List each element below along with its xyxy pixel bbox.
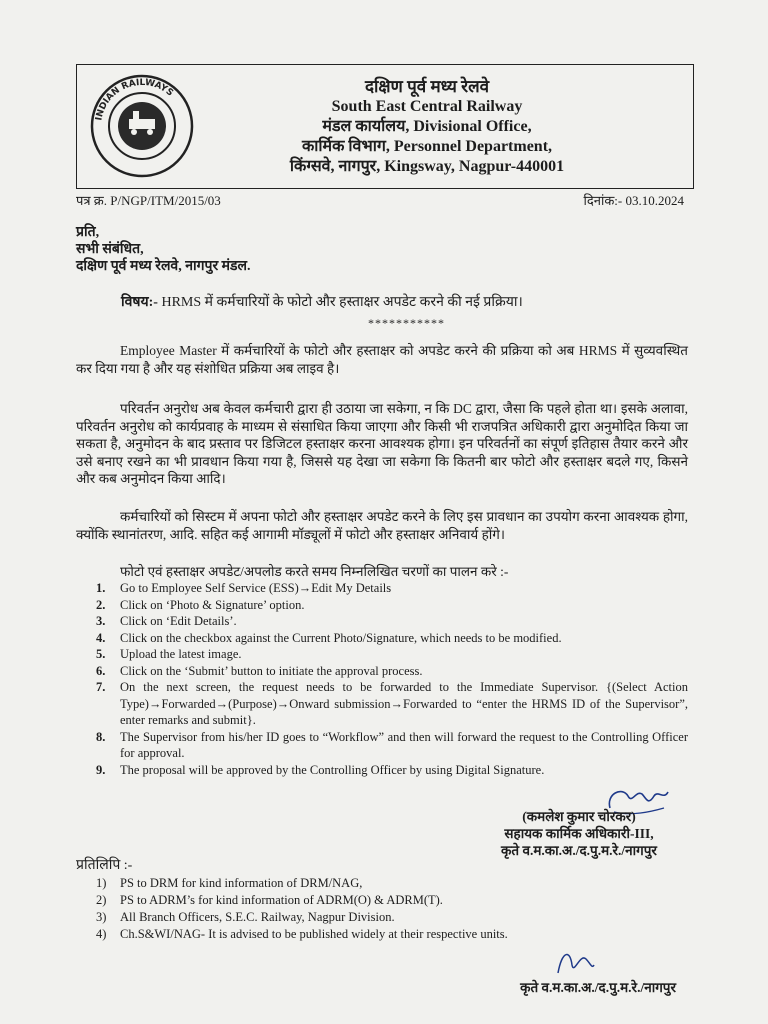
list-item [96, 762, 688, 779]
separator-stars: *********** [368, 316, 445, 330]
step-number: 8. [96, 729, 106, 744]
list-item [96, 613, 688, 630]
paragraph-2: परिवर्तन अनुरोध अब केवल कर्मचारी द्वारा ही उठाया जा सकेगा, न कि DC द्वारा, जैसा कि पहले होता था। इसके अलावा, परिवर्तन अनुरोध को कार्यप्रवाह के माध्यम से संसाधित किया जाएगा और किसी भी राजपत्रित अधिकारी द्वारा अनुमोदित किया जा सकता है, अनुमोदन के बाद प्रस्ताव पर डिजिटल हस्ताक्षर करना आवश्यक होगा। इन परिवर्तनों का संपूर्ण इतिहास तैयार करने और उसे बनाए रखने का भी प्रावधान किया गया है, जिससे यह देखा जा सकेगा कि कितनी बार फोटो और हस्ताक्षर बदले गए, किसने और कब अनुमोदन किया आदि। [76, 401, 688, 486]
copy-text: Ch.S&WI/NAG- It is advised to be published widely at their respective units. [120, 927, 508, 941]
step-text: Click on ‘Photo & Signature’ option. [120, 597, 305, 612]
department-line: कार्मिक विभाग, Personnel Department, [301, 138, 553, 155]
step-text: Upload the latest image. [120, 647, 242, 661]
letter-date: दिनांक:- 03.10.2024 [583, 193, 684, 208]
copy-number: 4) [96, 927, 107, 941]
reference-number: पत्र क्र. P/NGP/ITM/2015/03 [76, 193, 221, 208]
step-number: 5. [96, 647, 106, 661]
copy-number: 2) [96, 893, 107, 907]
copy-to-list [96, 875, 656, 943]
step-number: 3. [96, 614, 106, 628]
copy-number: 3) [96, 910, 107, 924]
list-item [96, 679, 688, 729]
step-text: The Supervisor from his/her ID goes to “Workflow” and then will forward the request to the Controlling Officer for approval. [120, 729, 688, 760]
subject-text: HRMS में कर्मचारियों के फोटो और हस्ताक्षर अपडेट करने की नई प्रक्रिया। [161, 295, 523, 310]
org-name-hindi: दक्षिण पूर्व मध्य रेलवे [364, 77, 490, 96]
list-item [96, 580, 688, 597]
addressee-line-2: सभी संबंधित, [76, 242, 144, 257]
step-number: 7. [96, 680, 106, 694]
addressee [76, 224, 251, 275]
step-text: Go to Employee Self Service (ESS)→Edit My Details [120, 581, 392, 595]
signatory-for: कृते व.म.का.अ./द.पु.म.रे./नागपुर [501, 843, 657, 858]
indian-railways-logo [87, 71, 197, 181]
list-item [96, 909, 656, 926]
letterhead-text [237, 77, 617, 177]
copy-to-title: प्रतिलिपि :- [76, 858, 133, 873]
org-name-english: South East Central Railway [331, 98, 523, 115]
step-number: 1. [96, 581, 106, 595]
bottom-signature-line: कृते व.म.का.अ./द.पु.म.रे./नागपुर [520, 980, 676, 995]
step-text: The proposal will be approved by the Controlling Officer by using Digital Signature. [120, 762, 545, 777]
step-text: Click on the ‘Submit’ button to initiate the approval process. [120, 663, 423, 678]
signatory-block [474, 808, 684, 859]
letterhead-box [76, 64, 694, 189]
list-item [96, 729, 688, 762]
step-text: Click on ‘Edit Details’. [120, 614, 237, 628]
copy-text: PS to DRM for kind information of DRM/NAG, [120, 876, 363, 890]
list-item [96, 875, 656, 892]
address-line: किंग्सवे, नागपुर, Kingsway, Nagpur-440001 [289, 158, 565, 175]
addressee-line-3: दक्षिण पूर्व मध्य रेलवे, नागपुर मंडल. [76, 259, 251, 274]
subject-label: विषय:- [121, 295, 158, 310]
step-number: 6. [96, 663, 106, 678]
paragraph-3: कर्मचारियों को सिस्टम में अपना फोटो और हस्ताक्षर अपडेट करने के लिए इस प्रावधान का उपयोग करना आवश्यक होगा, क्योंकि स्थानांतरण, आदि. सहित कई आगामी मॉड्यूलों में फोटो और हस्ताक्षर अनिवार्य होंगे। [76, 509, 688, 542]
signatory-name: (कमलेश कुमार चोरकर) [522, 809, 636, 824]
step-number: 2. [96, 597, 106, 612]
step-text: On the next screen, the request needs to be forwarded to the Immediate Supervisor. {(Select Action Type)→Forwarded→(Purpose)→Onward submission→Forwarded to “enter the HRMS ID of the Supervisor”, enter remarks and submit}. [120, 680, 688, 727]
office-line: मंडल कार्यालय, Divisional Office, [322, 118, 532, 135]
copy-text: All Branch Officers, S.E.C. Railway, Nagpur Division. [120, 910, 395, 924]
steps-list [96, 580, 688, 778]
subject-line [121, 292, 523, 311]
list-item [96, 597, 688, 614]
list-item [96, 646, 688, 663]
signatory-designation: सहायक कार्मिक अधिकारी-III, [504, 826, 654, 841]
copy-text: PS to ADRM’s for kind information of ADRM(O) & ADRM(T). [120, 893, 443, 907]
list-item [96, 926, 656, 943]
step-number: 4. [96, 630, 106, 645]
initial-signature [552, 945, 596, 979]
svg-text:INDIAN RAILWAYS: INDIAN RAILWAYS [94, 77, 175, 122]
paragraph-1: Employee Master में कर्मचारियों के फोटो और हस्ताक्षर को अपडेट करने की प्रक्रिया को अब HRMS में सुव्यवस्थित कर दिया गया है और यह संशोधित प्रक्रिया अब लाइव है। [76, 343, 688, 376]
list-item [96, 663, 688, 680]
step-number: 9. [96, 762, 106, 777]
steps-intro: फोटो एवं हस्ताक्षर अपडेट/अपलोड करते समय निम्नलिखित चरणों का पालन करे :- [120, 564, 509, 579]
list-item [96, 630, 688, 647]
copy-number: 1) [96, 876, 107, 890]
list-item [96, 892, 656, 909]
addressee-line-1: प्रति, [76, 225, 100, 240]
step-text: Click on the checkbox against the Current Photo/Signature, which needs to be modified. [120, 630, 562, 645]
